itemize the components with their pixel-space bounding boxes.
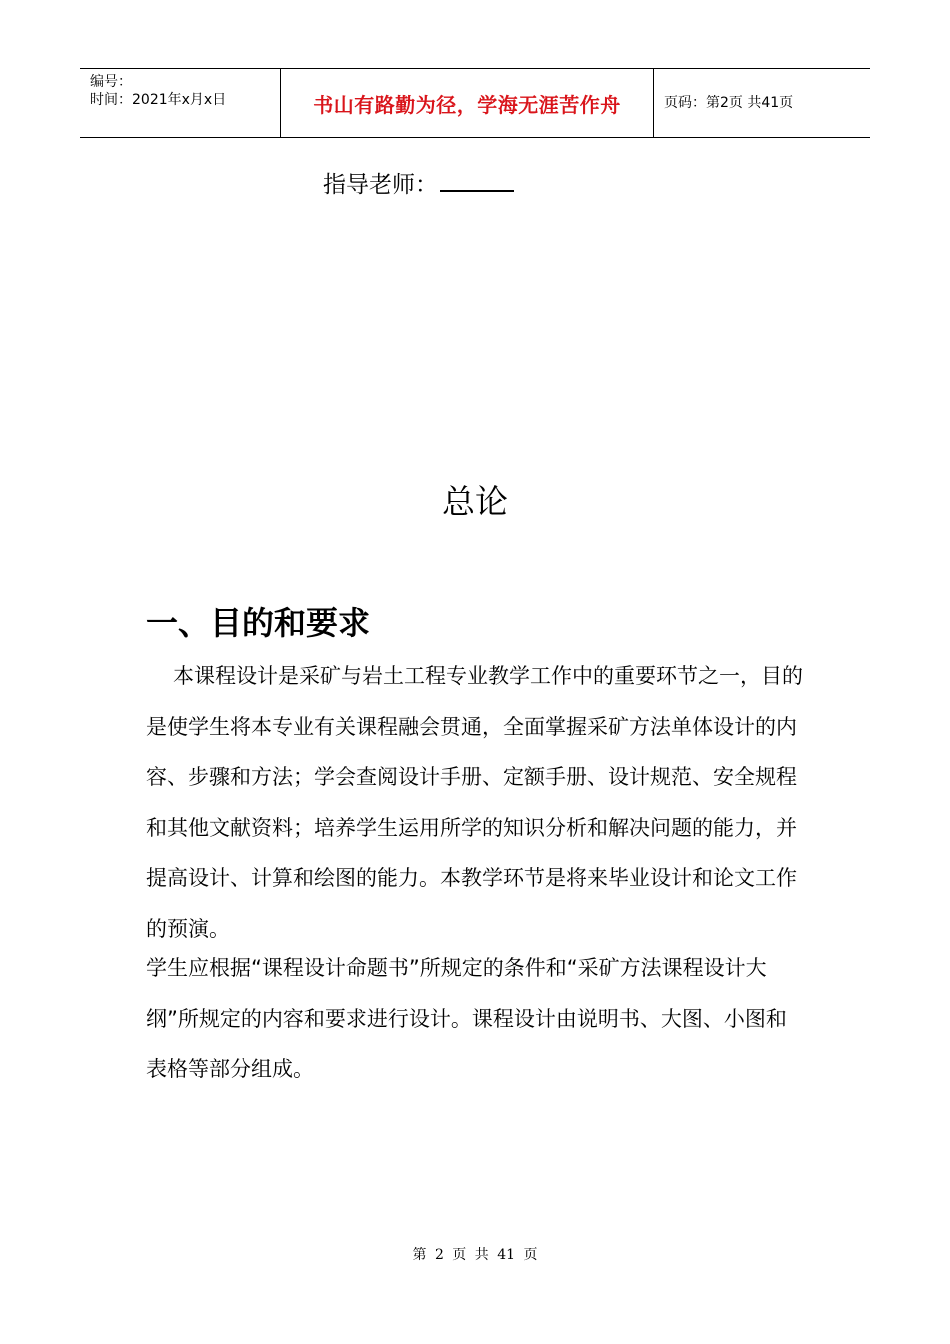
page-footer: 第 2 页 共 41 页: [412, 1247, 538, 1263]
advisor-blank: [440, 170, 514, 192]
advisor-line: [323, 166, 514, 199]
paragraph-purpose: 本课程设计是采矿与岩土工程专业教学工作中的重要环节之一，目的是使学生将本专业有关课程融会贯通，全面掌握采矿方法单体设计的内容、步骤和方法；学会查阅设计手册、定额手册、设计规范、安全规程和其他文献资料；培养学生运用所学的知识分析和解决问题的能力，并提高设计、计算和绘图的能力。本教学环节是将来毕业设计和论文工作的预演。: [146, 664, 803, 941]
header-meta-cell: [80, 69, 281, 137]
motto-text: 书山有路勤为径，学海无涯苦作舟: [313, 92, 621, 117]
paragraph-requirements: 学生应根据“课程设计命题书”所规定的条件和“采矿方法课程设计大纲”所规定的内容和要求进行设计。课程设计由说明书、大图、小图和表格等部分组成。: [146, 956, 787, 1081]
advisor-label: 指导老师：: [323, 172, 438, 198]
serial-number-label: 编号：: [90, 74, 132, 90]
header-motto-cell: [281, 69, 654, 137]
page-title: 总论: [442, 482, 508, 521]
date-label: 时间：2021年x月x日: [90, 92, 227, 108]
header-page-cell: [654, 69, 870, 137]
page-info: 页码：第2页 共41页: [664, 95, 794, 111]
document-header: [80, 68, 870, 138]
section-heading: 一、目的和要求: [146, 604, 371, 642]
